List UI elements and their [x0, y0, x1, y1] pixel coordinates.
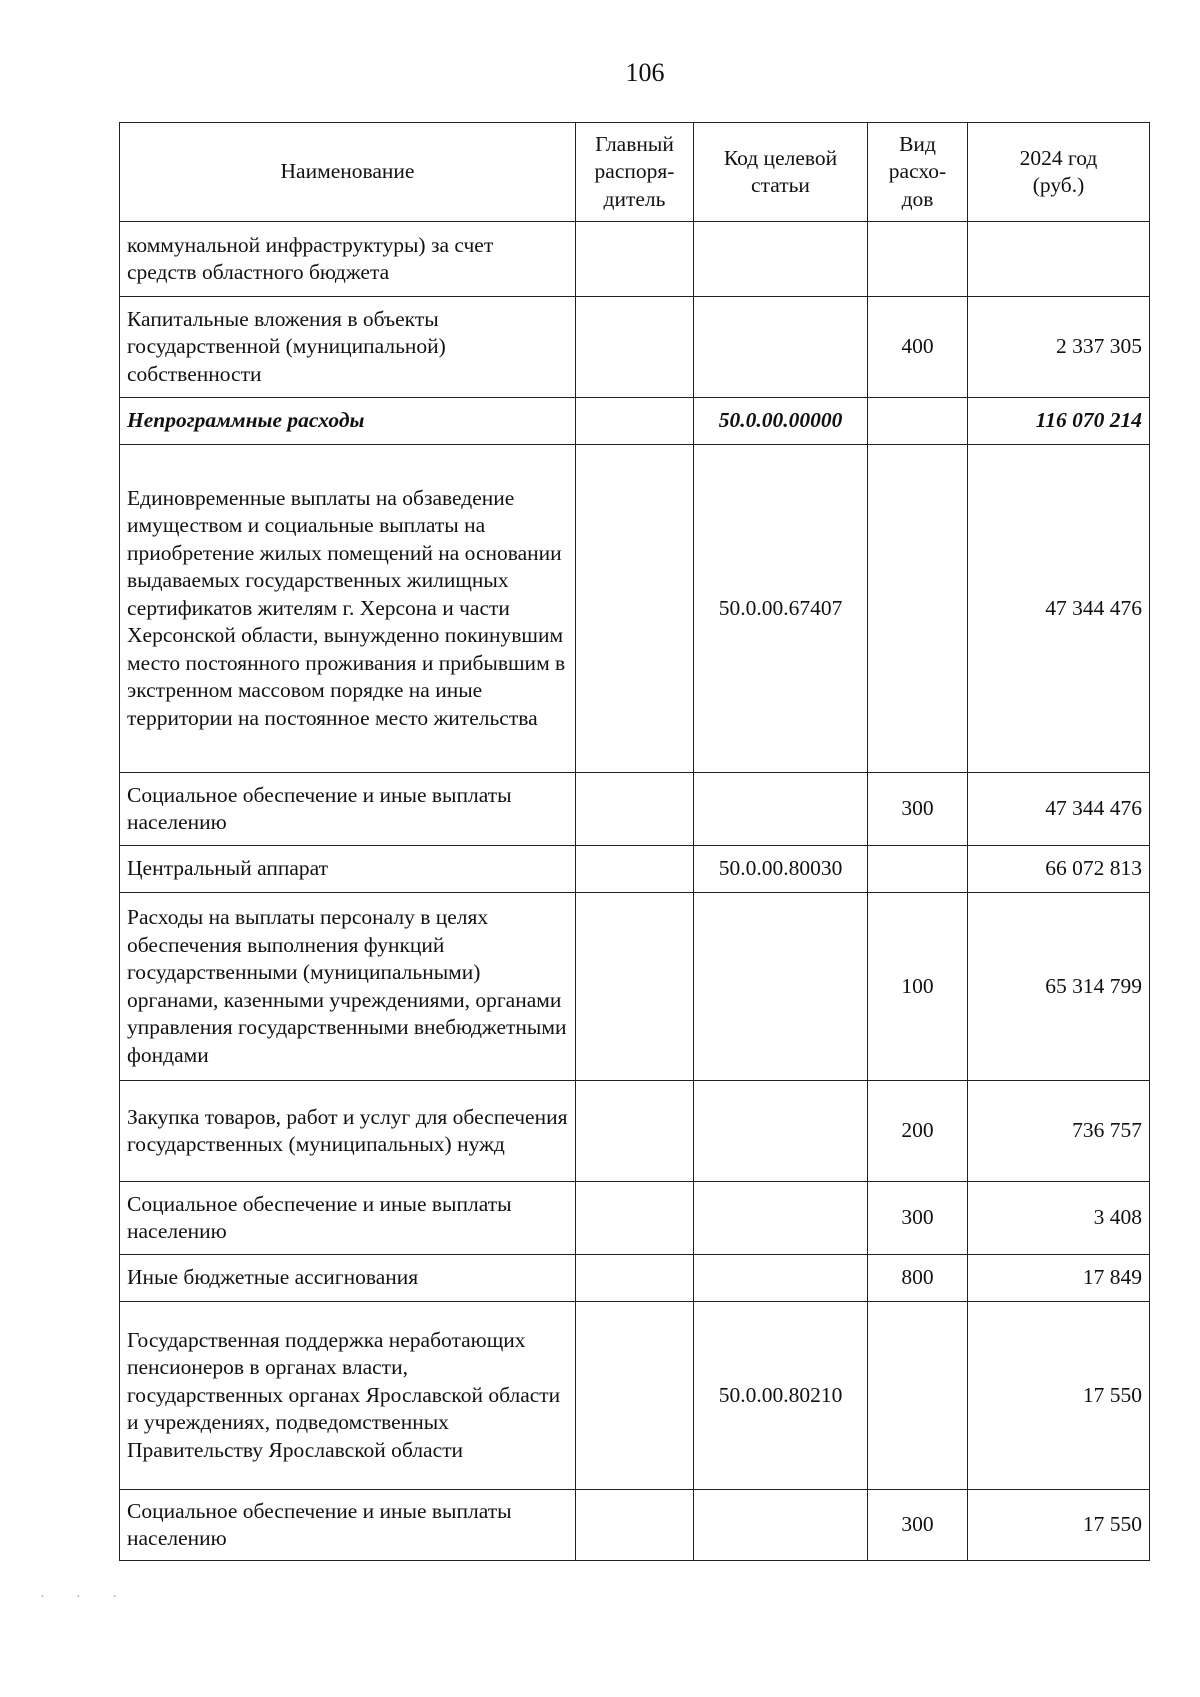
- row-manager: [576, 1490, 694, 1561]
- row-amount: 65 314 799: [968, 893, 1150, 1081]
- row-kind: [868, 445, 968, 773]
- row-name: Социальное обеспечение и иные выплаты населению: [120, 1182, 576, 1255]
- header-main-manager-line: распоря-: [594, 159, 675, 184]
- scan-artifact: · · ·: [40, 1590, 131, 1605]
- row-name: Социальное обеспечение и иные выплаты населению: [120, 1490, 576, 1561]
- row-kind: [868, 222, 968, 297]
- row-name: Единовременные выплаты на обзаведение имуществом и социальные выплаты на приобретение жилых помещений на основании выдаваемых государственных жилищных сертификатов жителям г. Херсона и части Херсонской области, вынужденно покинувшим место постоянного проживания и прибывшим в экстренном массовом порядке на иные территории на постоянное место жительства: [120, 445, 576, 773]
- row-code: [694, 1182, 868, 1255]
- row-name: Государственная поддержка неработающих пенсионеров в органах власти, государственных органах Ярославской области и учреждениях, подведомственных Правительству Ярославской области: [120, 1302, 576, 1490]
- row-name: Закупка товаров, работ и услуг для обеспечения государственных (муниципальных) нужд: [120, 1081, 576, 1182]
- row-kind: 400: [868, 297, 968, 398]
- row-amount: 66 072 813: [968, 846, 1150, 893]
- header-target-code-line: Код целевой: [723, 145, 838, 170]
- header-year-2024-line: 2024 год: [1019, 145, 1098, 170]
- row-amount: 47 344 476: [968, 445, 1150, 773]
- header-expense-type-line: Вид: [899, 131, 936, 156]
- header-year-2024: [968, 123, 1150, 222]
- row-manager: [576, 297, 694, 398]
- row-manager: [576, 1302, 694, 1490]
- table-row: [120, 1255, 1150, 1302]
- row-kind: 800: [868, 1255, 968, 1302]
- header-name: Наименование: [120, 123, 576, 222]
- row-code: 50.0.00.80210: [694, 1302, 868, 1490]
- row-kind: [868, 846, 968, 893]
- table-row: [120, 893, 1150, 1081]
- page-number: 106: [625, 58, 665, 87]
- row-name: Центральный аппарат: [120, 846, 576, 893]
- row-name: Социальное обеспечение и иные выплаты населению: [120, 773, 576, 846]
- row-name: Капитальные вложения в объекты государственной (муниципальной) собственности: [120, 297, 576, 398]
- row-manager: [576, 1081, 694, 1182]
- row-manager: [576, 893, 694, 1081]
- header-main-manager: [576, 123, 694, 222]
- row-kind: [868, 398, 968, 445]
- row-manager: [576, 1255, 694, 1302]
- row-kind: 300: [868, 773, 968, 846]
- header-year-2024-line: (руб.): [1032, 173, 1085, 197]
- table-row: [120, 1302, 1150, 1490]
- row-code: [694, 1255, 868, 1302]
- row-amount: [968, 222, 1150, 297]
- header-target-code: [694, 123, 868, 222]
- header-main-manager-line: дитель: [603, 186, 666, 211]
- table-row: [120, 846, 1150, 893]
- table-header-row: [120, 123, 1150, 222]
- row-kind: 100: [868, 893, 968, 1081]
- row-kind: 300: [868, 1490, 968, 1561]
- row-code: 50.0.00.67407: [694, 445, 868, 773]
- row-kind: [868, 1302, 968, 1490]
- row-manager: [576, 222, 694, 297]
- row-amount: 47 344 476: [968, 773, 1150, 846]
- table-row: [120, 1490, 1150, 1561]
- header-expense-type-line: дов: [901, 186, 934, 211]
- row-code: [694, 1081, 868, 1182]
- row-manager: [576, 773, 694, 846]
- row-code: [694, 297, 868, 398]
- table-row: [120, 222, 1150, 297]
- table-row: [120, 1081, 1150, 1182]
- row-kind: 200: [868, 1081, 968, 1182]
- row-manager: [576, 1182, 694, 1255]
- header-main-manager-line: Главный: [595, 131, 674, 156]
- row-name: коммунальной инфраструктуры) за счет средств областного бюджета: [120, 222, 576, 297]
- header-expense-type: [868, 123, 968, 222]
- header-expense-type-line: расхо-: [888, 159, 947, 184]
- row-name: Непрограммные расходы: [120, 398, 576, 445]
- row-code: [694, 893, 868, 1081]
- row-amount: 17 550: [968, 1302, 1150, 1490]
- row-code: [694, 1490, 868, 1561]
- row-amount: 736 757: [968, 1081, 1150, 1182]
- row-code: 50.0.00.00000: [694, 398, 868, 445]
- row-manager: [576, 846, 694, 893]
- row-amount: 17 550: [968, 1490, 1150, 1561]
- row-name: Иные бюджетные ассигнования: [120, 1255, 576, 1302]
- row-code: 50.0.00.80030: [694, 846, 868, 893]
- row-kind: 300: [868, 1182, 968, 1255]
- table-row: [120, 1182, 1150, 1255]
- row-manager: [576, 445, 694, 773]
- row-code: [694, 773, 868, 846]
- table-row: [120, 398, 1150, 445]
- row-code: [694, 222, 868, 297]
- row-amount: 3 408: [968, 1182, 1150, 1255]
- table-row: [120, 445, 1150, 773]
- row-amount: 17 849: [968, 1255, 1150, 1302]
- row-name: Расходы на выплаты персоналу в целях обеспечения выполнения функций государственными (муниципальными) органами, казенными учреждениями, органами управления государственными внебюджетными фондами: [120, 893, 576, 1081]
- row-manager: [576, 398, 694, 445]
- row-amount: 2 337 305: [968, 297, 1150, 398]
- table-row: [120, 773, 1150, 846]
- table-row: [120, 297, 1150, 398]
- row-amount: 116 070 214: [968, 398, 1150, 445]
- header-target-code-line: статьи: [751, 173, 810, 197]
- budget-table: [119, 122, 1150, 1561]
